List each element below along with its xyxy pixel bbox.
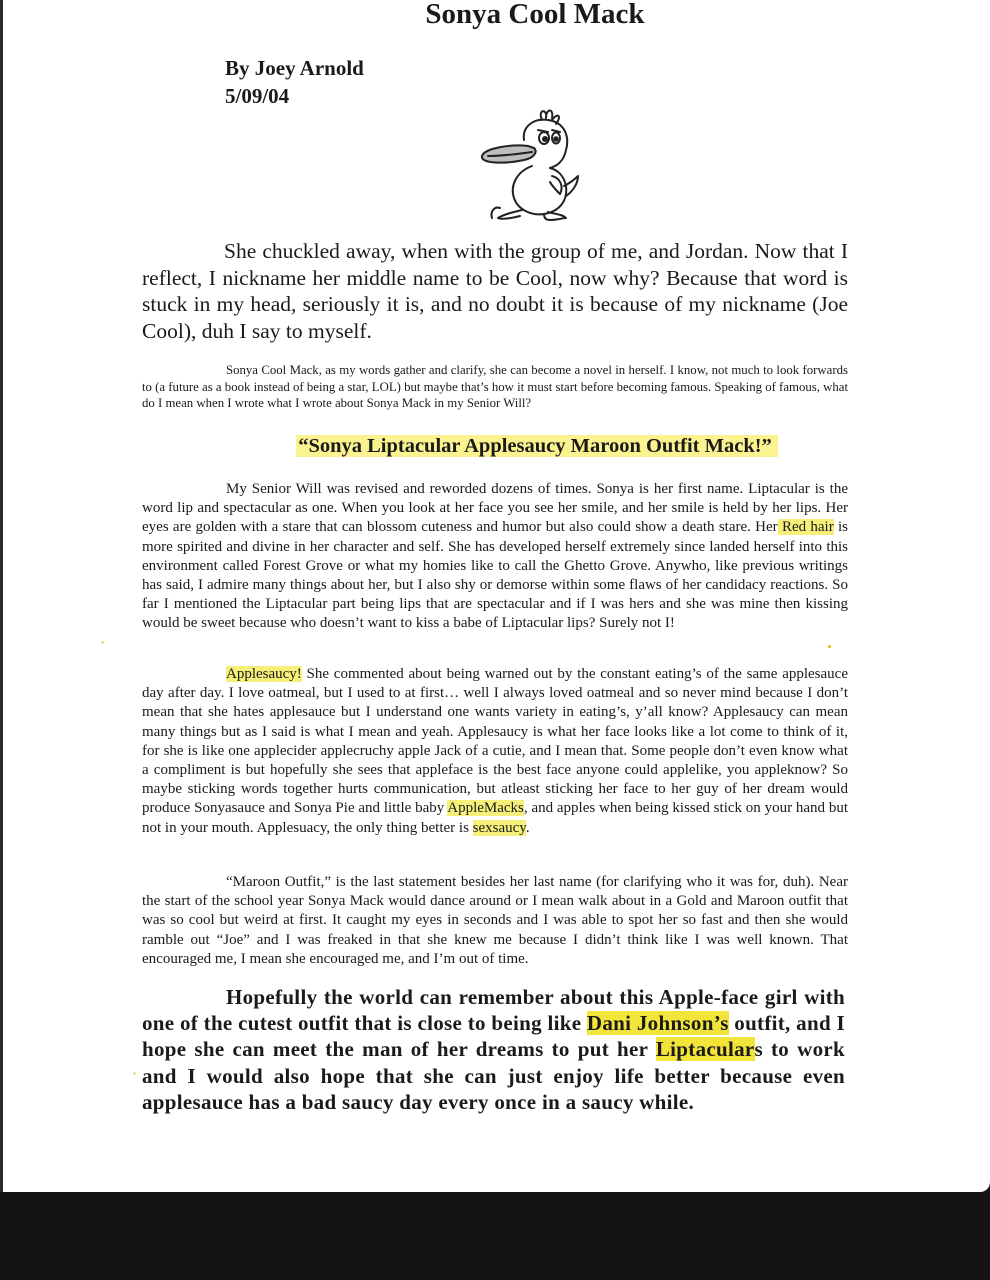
senior-will-quote: [0, 435, 990, 458]
author-line: By Joey Arnold: [225, 56, 364, 80]
maroon-outfit-paragraph: “Maroon Outfit,” is the last statement besides her last name (for clarifying who it was for, duh). Near the start of the school year Sonya Mack would dance around or I mean walk about in a Gold and Maroon outfit that was so cool but weird at first. It caught my eyes in seconds and I was able to spot her so fast and then she would ramble out “Joe” and I was freaked in that she knew me because I didn’t think like I was well known. That encouraged me, I mean she encouraged me, and I’m out of time.: [142, 874, 848, 967]
highlight-liptacular: Liptacular: [655, 1037, 755, 1062]
p2-text-b: , and apples when being kissed stick on your hand but not in your mouth. Applesuacy, the only thing better is: [142, 800, 848, 836]
quote-highlight: “Sonya Liptacular Applesaucy Maroon Outfit Mack!”: [296, 435, 778, 457]
highlighter-speck: [101, 641, 104, 644]
date-line: 5/09/04: [225, 84, 290, 108]
p1-text-a: My Senior Will was revised and reworded dozens of times. Sonya is her first name. Liptacular is the word lip and spectacular as one. When you look at her face you see her smile, and her smile is held by her lips. Her eyes are golden with a stare that can blossom cuteness and humor but also could show a death stare. Her: [142, 481, 848, 536]
closing-text-c: s to work and I would also hope that she can just enjoy life better because even applesauce has a bad saucy day every once in a saucy while.: [142, 1037, 845, 1114]
applesaucy-paragraph: [142, 665, 848, 838]
liptacular-paragraph: [142, 480, 848, 634]
highlight-dani-johnsons: Dani Johnson’s: [586, 1011, 729, 1036]
page-edge-shadow: [0, 0, 3, 1192]
intro-paragraph: She chuckled away, when with the group of me, and Jordan. Now that I reflect, I nickname her middle name to be Cool, now why? Because that word is stuck in my head, seriously it is, and no doubt it is because of my nickname (Joe Cool), duh I say to myself.: [142, 239, 848, 343]
highlight-applesaucy: Applesaucy!: [226, 666, 302, 682]
closing-paragraph: [142, 984, 845, 1115]
closing-text-b: outfit, and I hope she can meet the man of her dreams to put her: [142, 1011, 845, 1062]
note-paragraph: Sonya Cool Mack, as my words gather and clarify, she can become a novel in herself. I know, not much to look forwards to (a future as a book instead of being a star, LOL) but maybe that’s how it must start before becoming famous. Speaking of famous, what do I mean when I wrote what I wrote about Sonya Mack in my Senior Will?: [142, 363, 848, 410]
highlight-red-hair: Red hair: [777, 519, 834, 536]
p2-text-c: .: [525, 819, 530, 836]
highlight-applemacks: AppleMacks: [447, 800, 524, 817]
document-title: Sonya Cool Mack: [425, 0, 645, 30]
closing-text-a: Hopefully the world can remember about this Apple-face girl with one of the cutest outfit that is close to being like: [142, 985, 845, 1036]
duckling-cartoon-icon: [472, 106, 596, 224]
highlighter-speck: [133, 1072, 136, 1075]
highlight-sexsaucy: sexsaucy: [472, 819, 526, 836]
p1-text-b: is more spirited and divine in her character and self. She has developed herself extremely since landed herself into this environment called Forest Grove or what my homies like to call the Ghetto Grove. Anywho, like previous writings has said, I admire many things about her, but I also shy or demorse within some flaws of her candidacy reactions. So far I mentioned the Liptacular part being lips that are spectacular and if I was hers and she was mine then kissing would be sweet because who doesn’t want to kiss a babe of Liptacular lips? Surely not I!: [142, 519, 849, 632]
p2-text-a: She commented about being warned out by the constant eating’s of the same applesauce day after day. I love oatmeal, but I used to at first… well I always loved oatmeal and so never mind because I don’t mean that she hates applesauce but I understand one wants variety in eating’s, y’all know? Applesaucy can mean many things but as I said is what I mean and yeah. Applesaucy is what her face looks like a lot come to think of it, for she is like one applecider applecruchy apple Jack of a cutie, and I mean that. Some people don’t even know what a compliment is but hopefully she sees that appleface is the best face anyone could applelike, you appleknow? So maybe sticking words together hurts communication, but atleast sticking her face to her guy of her dream would produce Sonyasauce and Sonya Pie and little baby: [142, 666, 848, 817]
highlighter-speck: [828, 645, 831, 648]
